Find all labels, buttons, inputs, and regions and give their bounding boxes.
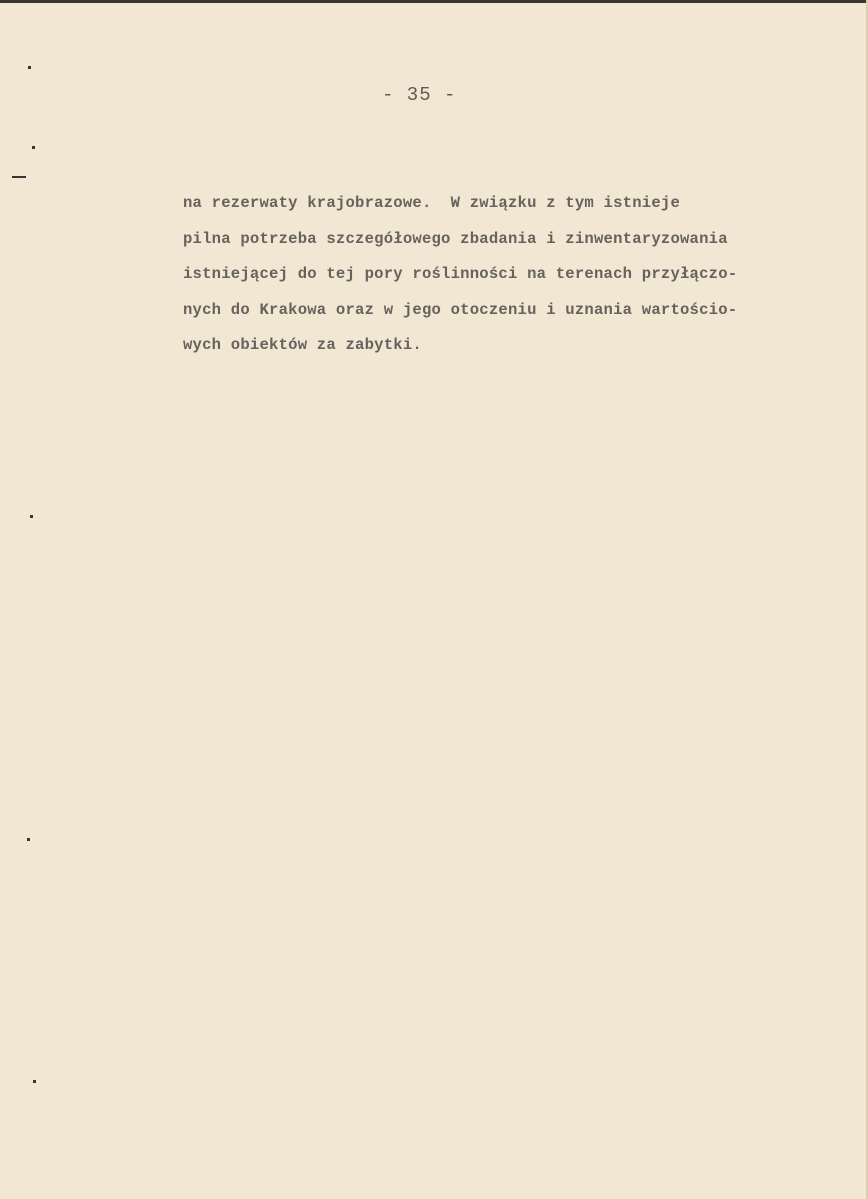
body-text xyxy=(183,186,823,364)
text-line: pilna potrzeba szczegółowego zbadania i zinwentaryzowania xyxy=(183,229,728,248)
margin-mark xyxy=(30,515,33,518)
page-number: - 35 - xyxy=(382,84,457,106)
margin-mark xyxy=(27,838,30,841)
text-line: na rezerwaty krajobrazowe. W związku z tym istnieje xyxy=(183,194,681,212)
text-line: nych do Krakowa oraz w jego otoczeniu i uznania wartościo- xyxy=(183,300,738,319)
margin-mark xyxy=(12,176,26,178)
scan-edge xyxy=(0,0,868,3)
text-line: wych obiektów za zabytki. xyxy=(183,336,422,354)
margin-mark xyxy=(33,1080,36,1083)
margin-mark xyxy=(32,146,35,149)
margin-mark xyxy=(28,66,31,69)
text-line: istniejącej do tej pory roślinności na terenach przyłączo- xyxy=(183,265,738,283)
